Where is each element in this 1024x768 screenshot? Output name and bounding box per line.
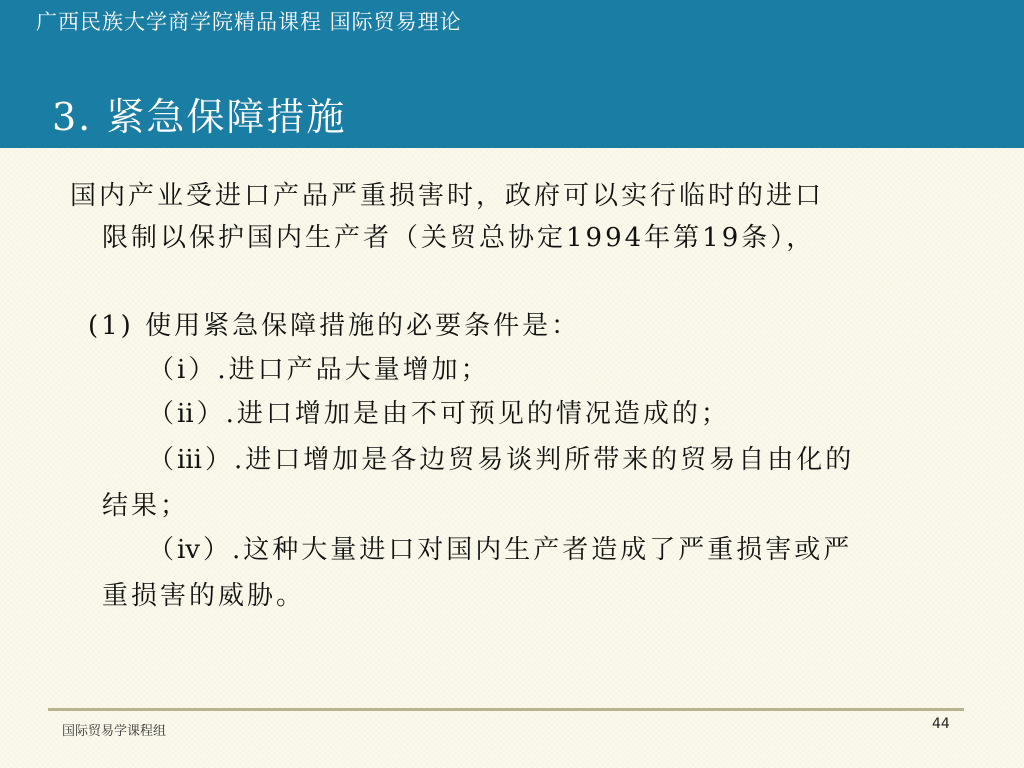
footer-divider (48, 708, 964, 711)
footer-group-name: 国际贸易学课程组 (62, 724, 167, 739)
condition-item-i: （ⅰ）.进口产品大量增加； (148, 355, 490, 385)
intro-line-2: 限制以保护国内生产者（关贸总协定1994年第19条）， (102, 223, 816, 253)
condition-item-ii: （ⅱ）.进口增加是由不可预见的情况造成的； (148, 399, 730, 429)
title-banner (0, 0, 1024, 148)
intro-line-1: 国内产业受进口产品严重损害时，政府可以实行临时的进口 (70, 181, 825, 211)
course-title: 广西民族大学商学院精品课程 国际贸易理论 (36, 10, 462, 34)
condition-item-iv-line-2: 重损害的威胁。 (102, 581, 306, 611)
condition-item-iv-line-1: （ⅳ）.这种大量进口对国内生产者造成了严重损害或严 (148, 535, 853, 565)
page-number: 44 (932, 716, 950, 732)
slide-title: 3. 紧急保障措施 (52, 95, 347, 139)
condition-item-iii-line-1: （ⅲ）.进口增加是各边贸易谈判所带来的贸易自由化的 (148, 445, 855, 475)
condition-heading: (1) 使用紧急保障措施的必要条件是： (88, 311, 581, 341)
condition-item-iii-line-2: 结果； (102, 491, 190, 521)
